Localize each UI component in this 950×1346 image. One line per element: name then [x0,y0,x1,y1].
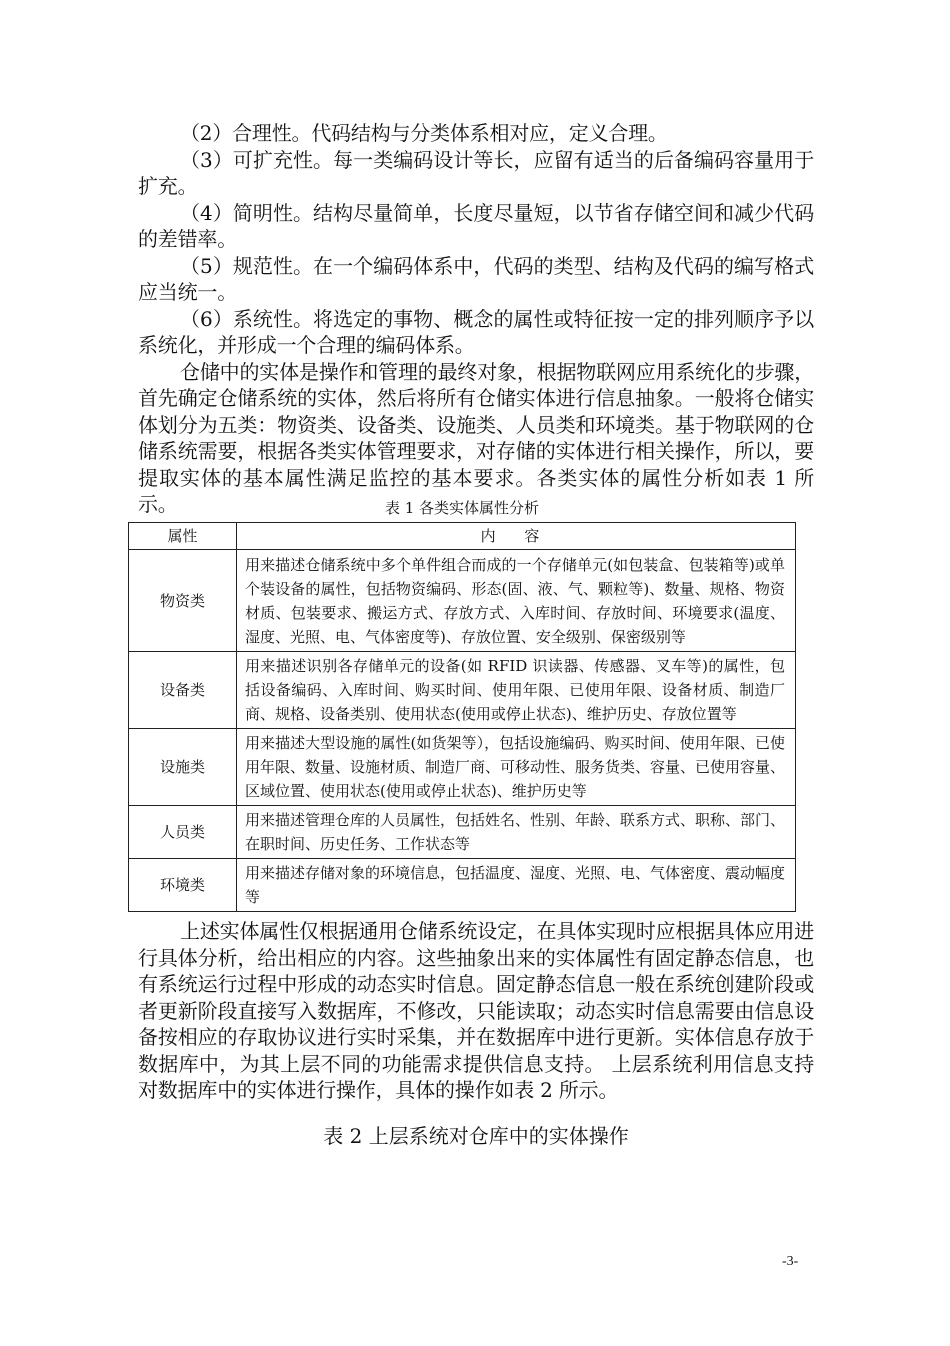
row-attribute: 设备类 [129,652,237,729]
row-content: 用来描述存储对象的环境信息，包括温度、湿度、光照、电、气体密度、震动幅度等 [237,859,796,912]
header-content: 内 容 [237,523,796,550]
table-row [129,806,796,859]
top-text-block [138,120,814,518]
row-attribute: 物资类 [129,550,237,652]
paragraph-warehouse-entities: 仓储中的实体是操作和管理的最终对象，根据物联网应用系统化的步骤，首先确定仓储系统的实体，然后将所有仓储实体进行信息抽象。一般将仓储实体划分为五类：物资类、设备类、设施类、人员类和环境类。基于物联网的仓储系统需要，根据各类实体管理要求，对存储的实体进行相关操作，所以，要提取实体的基本属性满足监控的基本要求。各类实体的属性分析如表 1 所示。 [138,359,814,516]
page-number: -3- [782,1254,799,1269]
row-content: 用来描述管理仓库的人员属性，包括姓名、性别、年龄、联系方式、职称、部门、在职时间、历史任务、工作状态等 [237,806,796,859]
row-content: 用来描述仓储系统中多个单件组合而成的一个存储单元(如包装盒、包装箱等)或单个装设备的属性，包括物资编码、形态(固、液、气、颗粒等)、数量、规格、物资材质、包装要求、搬运方式、存放方式、入库时间、存放时间、环境要求(温度、湿度、光照、电、气体密度等)、存放位置、安全级别、保密级别等 [237,550,796,652]
table-1-caption: 表 1 各类实体属性分析 [384,499,540,517]
entity-attribute-table [128,522,796,912]
table-row [129,550,796,652]
row-attribute: 环境类 [129,859,237,912]
table-row [129,859,796,912]
row-attribute: 设施类 [129,729,237,806]
paragraph-rationality: （2）合理性。代码结构与分类体系相对应，定义合理。 [180,121,668,145]
table-header-row [129,523,796,550]
paragraph-systematicness: （6）系统性。将选定的事物、概念的属性或特征按一定的排列顺序予以系统化，并形成一个合理的编码体系。 [138,306,814,357]
paragraph-entity-info: 上述实体属性仅根据通用仓储系统设定，在具体实现时应根据具体应用进行具体分析，给出相应的内容。这些抽象出来的实体属性有固定静态信息，也有系统运行过程中形成的动态实时信息。固定静态信息一般在系统创建阶段或者更新阶段直接写入数据库，不修改，只能读取；动态实时信息需要由信息设备按相应的存取协议进行实时采集，并在数据库中进行更新。实体信息存放于数据库中，为其上层不同的功能需求提供信息支持。 上层系统利用信息支持对数据库中的实体进行操作，具体的操作如表 2 所示。 [138,919,814,1102]
paragraph-standardization: （5）规范性。在一个编码体系中，代码的类型、结构及代码的编写格式应当统一。 [138,253,814,304]
row-content: 用来描述大型设施的属性(如货架等），包括设施编码、购买时间、使用年限、已使用年限、数量、设施材质、制造厂商、可移动性、服务货类、容量、已使用容量、区域位置、使用状态(使用或停止状态)、维护历史等 [237,729,796,806]
paragraph-extensibility: （3）可扩充性。每一类编码设计等长，应留有适当的后备编码容量用于扩充。 [138,147,814,198]
row-attribute: 人员类 [129,806,237,859]
table-row [129,729,796,806]
paragraph-simplicity: （4）简明性。结构尽量简单，长度尽量短，以节省存储空间和减少代码的差错率。 [138,200,814,251]
bottom-text-block [138,918,814,1104]
table-row [129,652,796,729]
header-attribute: 属性 [129,523,237,550]
table-2-caption: 表 2 上层系统对仓库中的实体操作 [323,1124,629,1148]
row-content: 用来描述识别各存储单元的设备(如 RFID 识读器、传感器、叉车等)的属性，包括设备编码、入库时间、购买时间、使用年限、已使用年限、设备材质、制造厂商、规格、设备类别、使用状态(使用或停止状态)、维护历史、存放位置等 [237,652,796,729]
